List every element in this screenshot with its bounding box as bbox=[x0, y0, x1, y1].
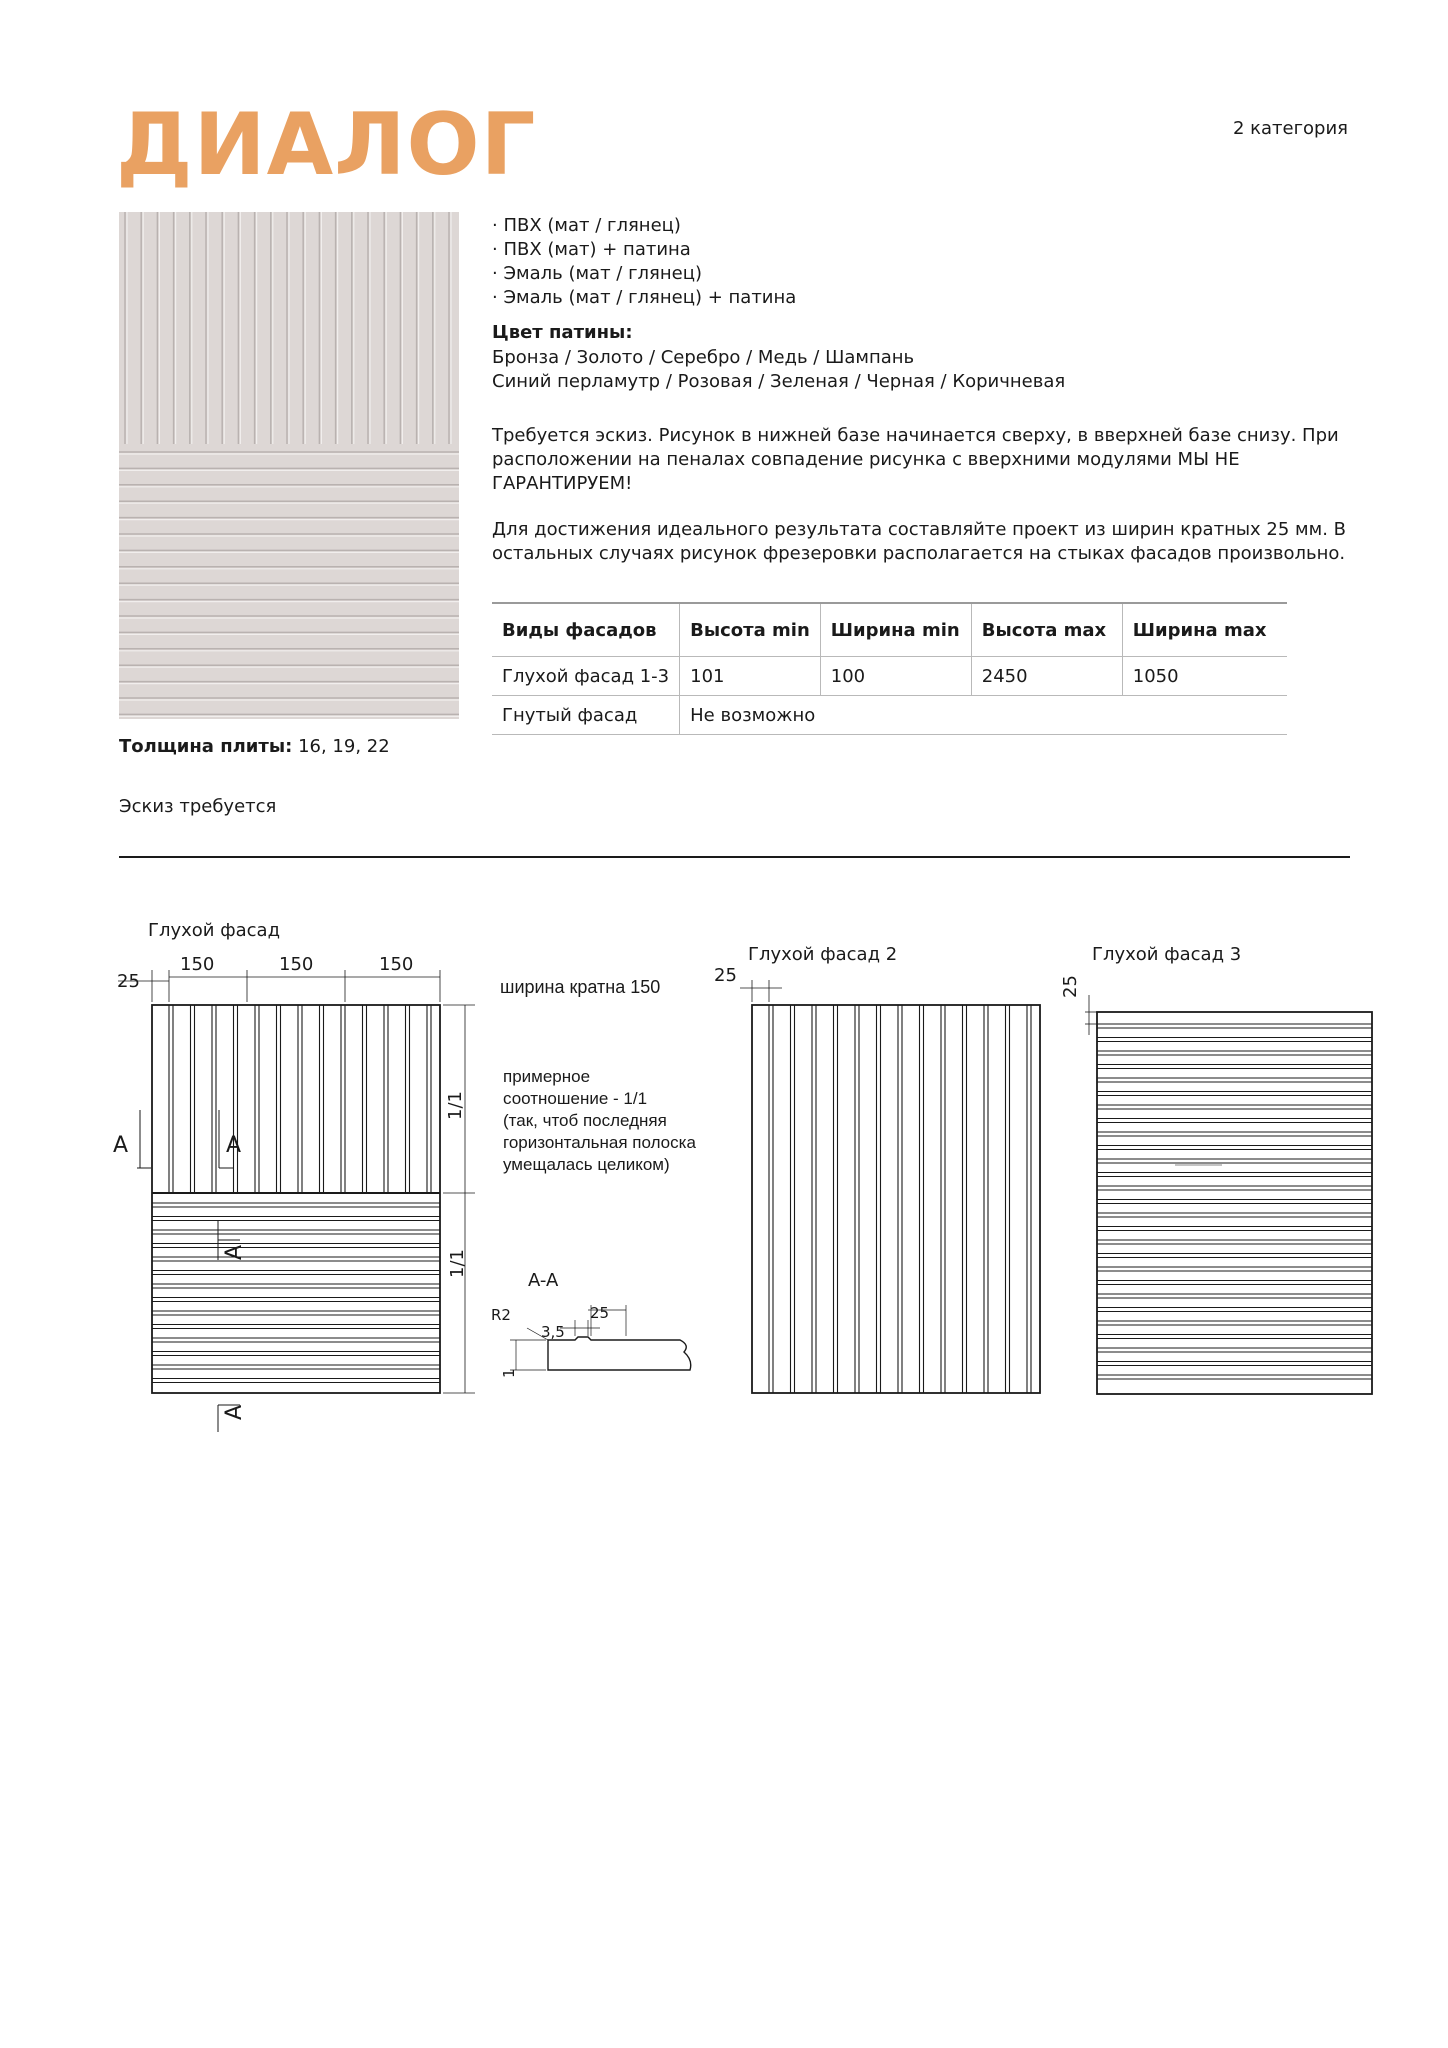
sketch-required-label: Эскиз требуется bbox=[119, 796, 277, 817]
col-header: Ширина max bbox=[1122, 603, 1287, 657]
facade-1-drawing bbox=[113, 920, 696, 1420]
facade-2-drawing bbox=[714, 944, 897, 986]
page-title: ДИАЛОГ bbox=[116, 95, 537, 195]
milled-panel-photo bbox=[119, 212, 459, 719]
section-mark-a: A bbox=[113, 1133, 129, 1158]
ratio-note-line: соотношение - 1/1 bbox=[503, 1089, 648, 1108]
table-cell: 101 bbox=[680, 657, 821, 696]
facade-1-title: Глухой фасад bbox=[148, 920, 281, 941]
dimensions-table bbox=[492, 602, 1287, 735]
section-a-a-drawing bbox=[491, 1270, 609, 1378]
sketch-note: Требуется эскиз. Рисунок в нижней базе начинается сверху, в вверхней базе снизу. При расположении на пеналах совпадение рисунка с вверхними модулями МЫ НЕ ГАРАНТИРУЕМ! bbox=[492, 425, 1339, 494]
table-cell: Гнутый фасад bbox=[492, 696, 680, 735]
dim-1-label: 1 bbox=[500, 1368, 518, 1378]
col-header: Ширина min bbox=[820, 603, 971, 657]
dim-150-label: 150 bbox=[279, 954, 314, 975]
material-item: · ПВХ (мат / глянец) bbox=[492, 215, 681, 236]
ratio-top-label: 1/1 bbox=[445, 1091, 466, 1120]
panel-photo-graphic bbox=[119, 212, 459, 719]
category-label: 2 категория bbox=[1232, 118, 1348, 139]
col-header: Высота min bbox=[680, 603, 821, 657]
table-header-row bbox=[492, 603, 1287, 657]
table-cell: Глухой фасад 1-3 bbox=[492, 657, 680, 696]
section-mark-a: A bbox=[226, 1133, 242, 1158]
dim-25-label: 25 bbox=[714, 965, 737, 986]
material-item: · ПВХ (мат) + патина bbox=[492, 239, 691, 260]
thickness-info bbox=[119, 736, 390, 757]
material-item: · Эмаль (мат / глянец) + патина bbox=[492, 287, 797, 308]
facade-1-outline bbox=[152, 1005, 440, 1393]
ratio-note-line: примерное bbox=[503, 1067, 591, 1086]
dim-150-label: 150 bbox=[379, 954, 414, 975]
drawing-linework bbox=[118, 970, 1372, 1432]
table-row bbox=[492, 696, 1287, 735]
technical-drawings bbox=[0, 900, 1448, 1440]
facade-3-drawing bbox=[1060, 944, 1241, 998]
dim-25-label: 25 bbox=[590, 1304, 610, 1322]
facade-2-title: Глухой фасад 2 bbox=[748, 944, 898, 965]
table-cell: Не возможно bbox=[680, 696, 1287, 735]
section-mark-a: A bbox=[222, 1244, 247, 1260]
facade-3-title: Глухой фасад 3 bbox=[1092, 944, 1242, 965]
patina-heading: Цвет патины: bbox=[492, 322, 633, 343]
table-cell: 2450 bbox=[971, 657, 1122, 696]
ratio-note-line: умещалась целиком) bbox=[503, 1155, 670, 1174]
patina-colors-line1: Бронза / Золото / Серебро / Медь / Шампань bbox=[492, 347, 915, 368]
dim-25-label: 25 bbox=[1060, 975, 1081, 998]
ratio-note-line: (так, чтоб последняя bbox=[503, 1111, 667, 1130]
section-mark-a: A bbox=[222, 1404, 247, 1420]
radius-label: R2 bbox=[491, 1306, 511, 1324]
section-profile bbox=[548, 1337, 691, 1370]
ratio-note-line: горизонтальная полоска bbox=[503, 1133, 696, 1152]
materials-list bbox=[492, 214, 796, 310]
dim-25-label: 25 bbox=[117, 971, 140, 992]
dim-3-5-label: 3,5 bbox=[541, 1323, 565, 1341]
material-item: · Эмаль (мат / глянец) bbox=[492, 263, 702, 284]
thickness-label: Толщина плиты: bbox=[119, 736, 293, 757]
section-title: A-A bbox=[528, 1270, 559, 1291]
thickness-value: 16, 19, 22 bbox=[298, 736, 390, 757]
section-divider bbox=[119, 856, 1350, 858]
facade-2-outline bbox=[752, 1005, 1040, 1393]
col-header: Виды фасадов bbox=[492, 603, 680, 657]
table-row bbox=[492, 657, 1287, 696]
width-note: Для достижения идеального результата составляйте проект из ширин кратных 25 мм. В остальных случаях рисунок фрезеровки располагается на стыках фасадов произвольно. bbox=[492, 519, 1347, 564]
dim-150-label: 150 bbox=[180, 954, 215, 975]
patina-colors-line2: Синий перламутр / Розовая / Зеленая / Черная / Коричневая bbox=[492, 371, 1066, 392]
table-cell: 1050 bbox=[1122, 657, 1287, 696]
width-multiple-note: ширина кратна 150 bbox=[500, 977, 661, 997]
ratio-bottom-label: 1/1 bbox=[447, 1249, 468, 1278]
ratio-note bbox=[503, 1067, 696, 1174]
table-cell: 100 bbox=[820, 657, 971, 696]
col-header: Высота max bbox=[971, 603, 1122, 657]
